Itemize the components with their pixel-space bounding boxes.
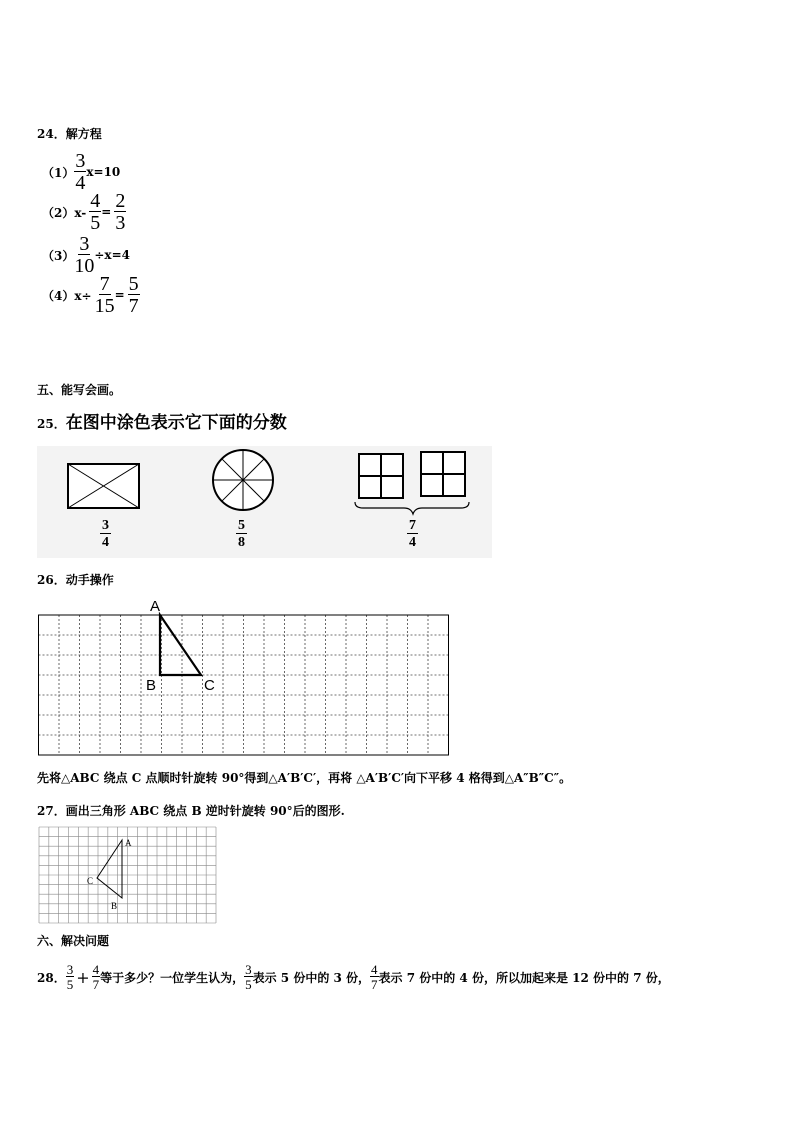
section-6-heading: 六、解决问题 (37, 934, 110, 948)
eq4-prefix: （4）x÷ (42, 288, 92, 303)
q24-equation-4 (42, 274, 140, 316)
q28-text (37, 963, 670, 991)
q28-frac-3-5: $\frac{3}{5}$ (66, 962, 74, 992)
q28-text-3: 表示 7 份中的 4 份，所以加起来是 12 份中的 7 份， (378, 970, 670, 985)
q25-title: 在图中涂色表示它下面的分数 (65, 413, 287, 433)
small-point-a: A (125, 838, 132, 848)
q25-number: 25． (37, 417, 66, 431)
q27-title: 27．画出三角形 ABC 绕点 B 逆时针旋转 90°后的图形. (37, 804, 345, 818)
eq3-rest: ÷x=4 (94, 248, 130, 262)
eq4-equals: = (114, 288, 125, 302)
q24-title: 24．解方程 (37, 127, 102, 141)
point-c-label: C (204, 677, 215, 694)
q25-fraction-3-4: 3 4 (102, 518, 109, 550)
eq4-fraction-right: $\frac{5}{7}$ (128, 273, 139, 317)
circle-figure (213, 450, 273, 510)
q28-frac-4-7: $\frac{4}{7}$ (92, 962, 100, 992)
point-a-label: A (150, 598, 161, 615)
q28-frac-4-7-b: $\frac{4}{7}$ (371, 962, 378, 992)
point-b-label: B (146, 677, 157, 694)
q26-instruction: 先将△ABC 绕点 C 点顺时针旋转 90°得到△A′B′C′，再将 △A′B′C′向下平移 4 格得到△A″B″C″。 (37, 771, 572, 785)
q25-fraction-5-8: 5 8 (238, 518, 245, 550)
q25-fraction-7-4: 7 4 (409, 518, 416, 550)
q28-frac-3-5-b: $\frac{3}{5}$ (245, 962, 252, 992)
triangle-abc-small (97, 840, 122, 898)
q28-text-2: 表示 5 份中的 3 份， (252, 970, 371, 985)
eq2-equals: = (101, 205, 112, 219)
eq2-fraction-left: $\frac{4}{5}$ (90, 190, 101, 234)
eq3-fraction: $\frac{3}{10}$ (74, 233, 95, 277)
q24-equation-2 (42, 191, 126, 233)
eq1-prefix: （1） (42, 165, 75, 180)
eq1-rest: x=10 (86, 165, 121, 179)
q24-equation-1 (42, 151, 120, 193)
q28-text-1: 等于多少？一位学生认为， (100, 970, 245, 985)
small-point-b: B (111, 901, 118, 911)
q26-title: 26．动手操作 (37, 573, 114, 587)
triangle-abc (160, 615, 201, 675)
eq2-fraction-right: $\frac{2}{3}$ (115, 190, 126, 234)
rectangle-figure (68, 464, 139, 508)
q24-equation-3 (42, 234, 130, 276)
eq3-prefix: （3） (42, 248, 75, 263)
eq1-fraction: $\frac{3}{4}$ (75, 150, 86, 194)
eq2-prefix: （2）x- (42, 205, 87, 220)
q25-heading (37, 408, 287, 433)
q28-plus: + (76, 967, 90, 987)
small-point-c: C (87, 876, 94, 886)
section-5-heading: 五、能写会画。 (37, 383, 122, 397)
q28-number: 28． (37, 970, 66, 985)
q26-grid (36, 596, 452, 761)
q27-grid (38, 826, 218, 924)
eq4-fraction-left: $\frac{7}{15}$ (94, 273, 115, 317)
